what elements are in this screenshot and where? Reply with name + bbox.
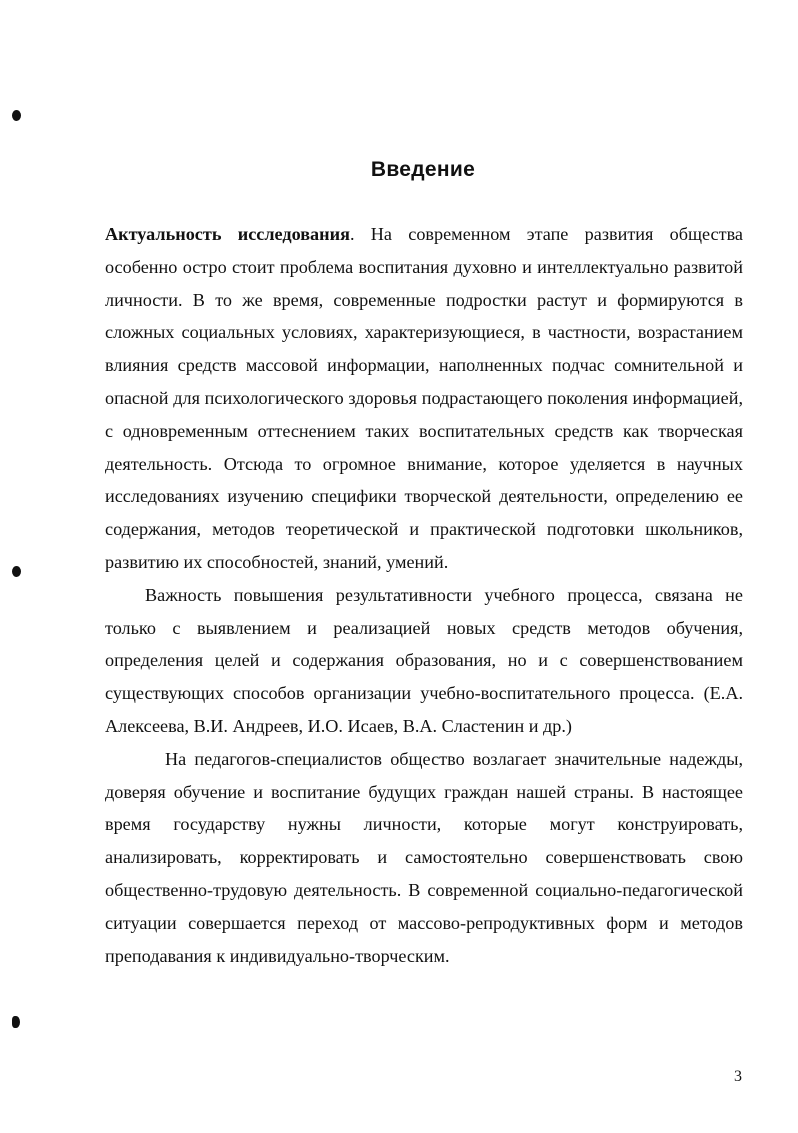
binder-hole-mark <box>12 1016 20 1028</box>
body-text <box>105 218 743 972</box>
paragraph-teachers: На педагогов-специалистов общество возлагает значительные надежды, доверяя обучение и воспитание будущих граждан нашей страны. В настоящее время государству нужны личности, которые могут конструировать, анализировать, корректировать и самостоятельно совершенствовать свою общественно-трудовую деятельность. В современной социально-педагогической ситуации совершается переход от массово-репродуктивных форм и методов преподавания к индивидуально-творческим. <box>105 748 743 966</box>
page-title: Введение <box>370 158 476 181</box>
paragraph-text: . На современном этапе развития общества особенно остро стоит проблема воспитания духовно и интеллектуально развитой личности. В то же время, современные подростки растут и формируются в сложных социальных условиях, характеризующиеся, в частности, возрастанием влияния средств массовой информации, наполненных подчас сомнительной и опасной для психологического здоровья подрастающего поколения информацией, с одновременным оттеснением таких воспитательных средств как творческая деятельность. Отсюда то огромное внимание, которое уделяется в научных исследованиях изучению специфики творческой деятельности, определению ее содержания, методов теоретической и практической подготовки школьников, развитию их способностей, знаний, умений. <box>105 224 743 572</box>
page-number: 3 <box>734 1068 742 1085</box>
binder-hole-mark <box>12 110 21 121</box>
paragraph-relevance <box>105 218 743 579</box>
paragraph-lead: Актуальность исследования <box>105 224 350 244</box>
paragraph-effectiveness: Важность повышения результативности учебного процесса, связана не только с выявлением и реализацией новых средств методов обучения, определения целей и содержания образования, но и с совершенствованием существующих способов организации учебно-воспитательного процесса. (Е.А. Алексеева, В.И. Андреев, И.О. Исаев, В.А. Сластенин и др.) <box>105 584 743 736</box>
binder-hole-mark <box>12 566 21 577</box>
